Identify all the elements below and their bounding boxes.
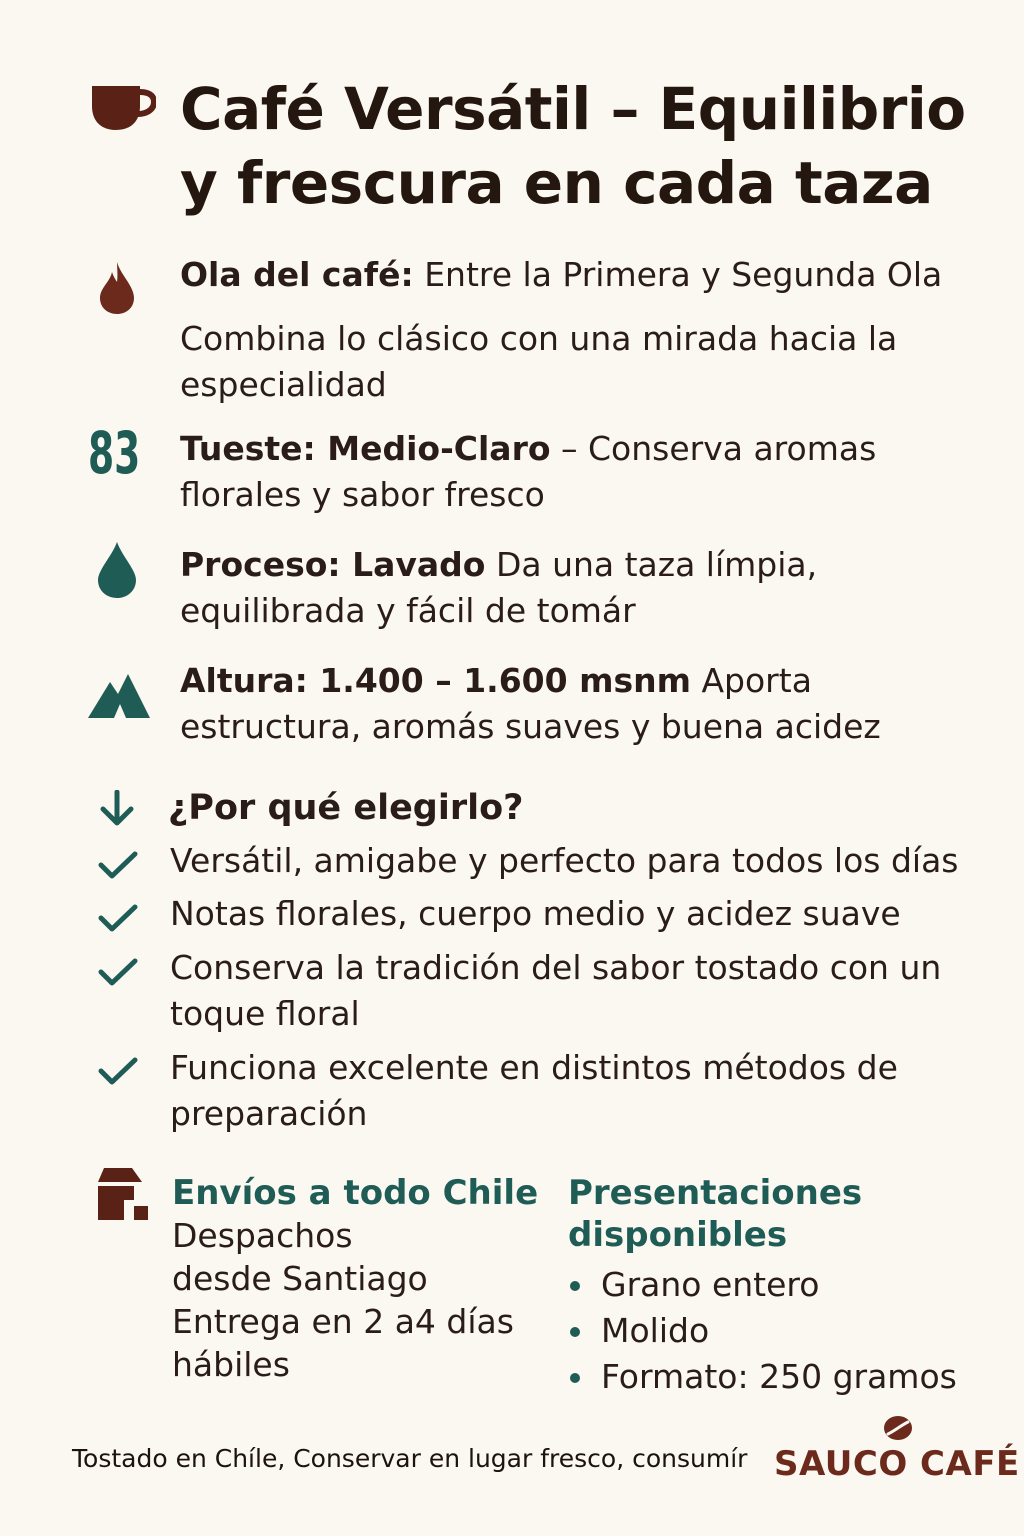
proceso-text: Da una taza límpia, equilibrada y fácil de tomár xyxy=(180,545,818,630)
why-item: Conserva la tradición del sabor tostado con un toque floral xyxy=(170,948,942,1033)
envios-line1: Despachos xyxy=(172,1216,353,1255)
altura-line xyxy=(180,658,1000,750)
check-icon xyxy=(98,903,138,933)
ola-line xyxy=(180,252,1000,298)
altura-label: Altura: 1.400 – 1.600 msnm xyxy=(180,661,691,700)
ola-description: Combina lo clásico con una mirada hacia la especialidad xyxy=(180,319,898,404)
why-item: Funciona excelente en distintos métodos de preparación xyxy=(170,1048,898,1133)
tueste-label: Tueste: Medio-Claro xyxy=(180,429,551,468)
check-icon xyxy=(98,850,138,880)
envios-block xyxy=(172,1172,542,1386)
why-heading: ¿Por qué elegirlo? xyxy=(168,788,524,828)
envios-line3: Entrega en 2 a4 días xyxy=(172,1302,514,1341)
roast-score: 83 xyxy=(88,419,141,487)
list-item: Molido xyxy=(568,1308,1008,1354)
why-item: Versátil, amigabe y perfecto para todos los días xyxy=(170,841,959,880)
water-drop-icon xyxy=(96,540,138,600)
envios-line4: hábiles xyxy=(172,1345,290,1384)
envios-line2: desde Santiago xyxy=(172,1259,428,1298)
why-item: Notas florales, cuerpo medio y acidez suave xyxy=(170,894,901,933)
shop-icon xyxy=(96,1166,150,1222)
presentaciones-list xyxy=(568,1262,1008,1400)
brand-logo: SAUCO CAFÉ xyxy=(774,1444,1020,1484)
check-icon xyxy=(98,1056,138,1086)
coffee-bean-icon xyxy=(882,1414,914,1442)
proceso-label: Proceso: Lavado xyxy=(180,545,486,584)
flame-drop-icon xyxy=(98,260,136,316)
mountain-icon xyxy=(86,668,152,720)
arrow-down-icon xyxy=(98,790,136,826)
tueste-text: – Conserva aromas florales y sabor fresco xyxy=(180,429,877,514)
list-item: Grano entero xyxy=(568,1262,1008,1308)
tueste-line xyxy=(180,426,940,518)
altura-text: Aporta estructura, aromás suaves y buena acidez xyxy=(180,661,881,746)
ola-label: Ola del café: xyxy=(180,255,414,294)
presentaciones-heading: Presentaciones disponibles xyxy=(568,1173,863,1255)
proceso-line xyxy=(180,542,880,634)
envios-heading: Envíos a todo Chile xyxy=(172,1173,539,1213)
coffee-cup-icon xyxy=(90,84,156,132)
check-icon xyxy=(98,957,138,987)
footer-note: Tostado en Chíle, Conservar en lugar fresco, consumír xyxy=(72,1444,748,1473)
page-title: Café Versátil – Equilibrio y frescura en cada taza xyxy=(180,75,966,217)
list-item: Formato: 250 gramos xyxy=(568,1354,1008,1400)
presentaciones-block xyxy=(568,1172,1008,1400)
ola-value: Entre la Primera y Segunda Ola xyxy=(413,255,943,294)
